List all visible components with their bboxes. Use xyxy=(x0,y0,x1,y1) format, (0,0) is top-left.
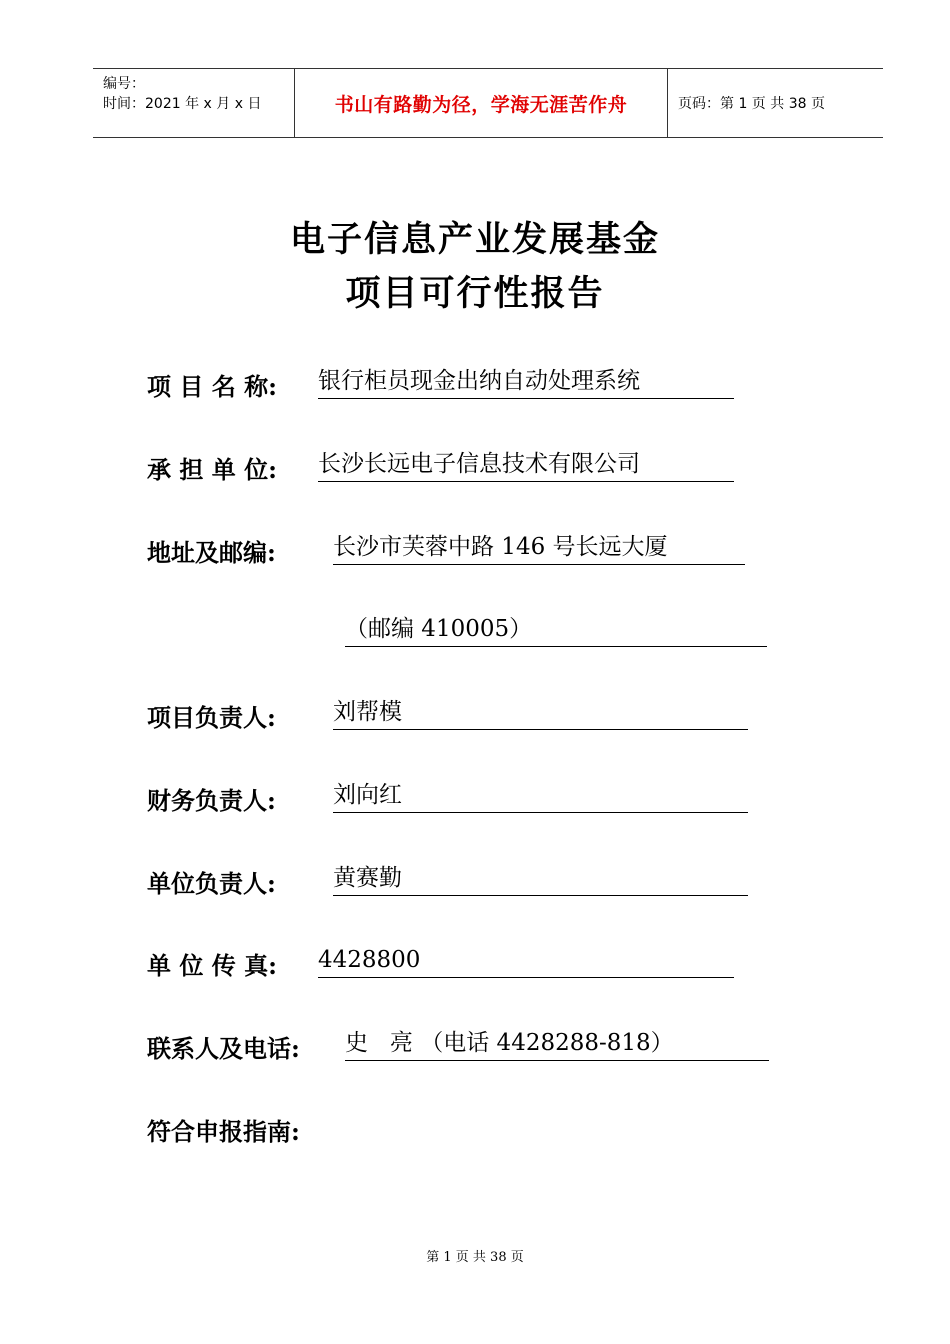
guide-label: 符合申报指南: xyxy=(147,1117,300,1146)
motto-text: 书山有路勤为径，学海无涯苦作舟 xyxy=(334,93,628,116)
address-value: 长沙市芙蓉中路 146 号长远大厦 xyxy=(333,532,745,565)
unit-leader-value: 黄赛勤 xyxy=(333,863,748,896)
page-header xyxy=(93,68,883,138)
fax-value: 4428800 xyxy=(318,945,734,978)
undertaker-value: 长沙长远电子信息技术有限公司 xyxy=(318,449,734,482)
contact-value: 史 亮 （电话 4428288-818） xyxy=(345,1028,769,1061)
project-name-label: 项 目 名 称: xyxy=(147,372,277,401)
header-meta xyxy=(93,69,293,137)
time-label: 时间：2021 年 x 月 x 日 xyxy=(103,96,262,112)
document-title-line1: 电子信息产业发展基金 xyxy=(289,219,660,260)
project-leader-label: 项目负责人: xyxy=(147,703,276,732)
project-name-value: 银行柜员现金出纳自动处理系统 xyxy=(318,366,734,399)
page-footer: 第 1 页 共 38 页 xyxy=(426,1250,524,1265)
contact-label: 联系人及电话: xyxy=(147,1034,300,1063)
undertaker-label: 承 担 单 位: xyxy=(147,455,277,484)
address-label: 地址及邮编: xyxy=(147,538,276,567)
unit-leader-label: 单位负责人: xyxy=(147,869,276,898)
header-page-cell xyxy=(668,69,883,137)
number-label: 编号： xyxy=(103,76,145,92)
page-info: 页码：第 1 页 共 38 页 xyxy=(678,96,825,112)
postcode-value: （邮编 410005） xyxy=(345,614,767,647)
project-leader-value: 刘帮模 xyxy=(333,697,748,730)
header-motto-cell xyxy=(294,69,668,137)
fax-label: 单 位 传 真: xyxy=(147,951,277,980)
document-title-line2: 项目可行性报告 xyxy=(345,273,605,314)
finance-leader-label: 财务负责人: xyxy=(147,786,276,815)
finance-leader-value: 刘向红 xyxy=(333,780,748,813)
